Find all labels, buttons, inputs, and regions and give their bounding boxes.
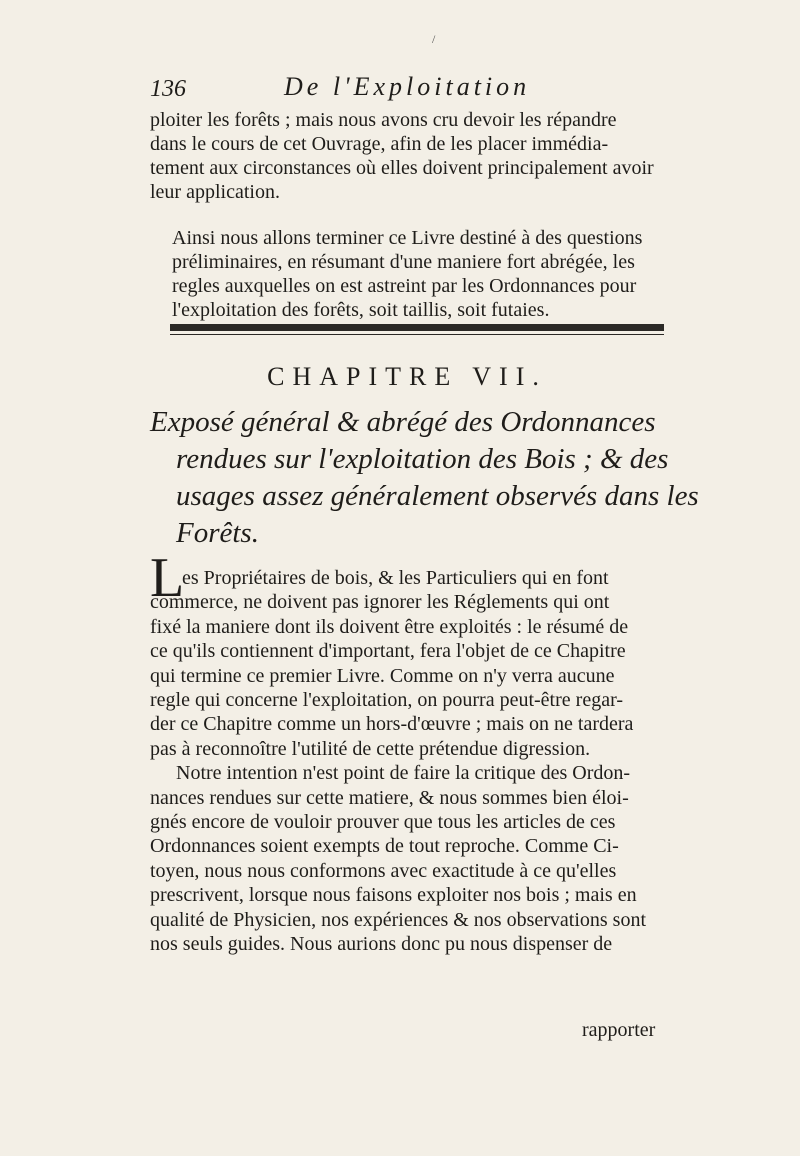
body-line: nos seuls guides. Nous aurions donc pu nous dispenser de [150,933,613,956]
drop-cap: L [150,547,185,609]
page-number: 136 [150,76,186,102]
intro-line: tement aux circonstances où elles doivent principalement avoir [150,157,654,179]
paragraph-line: l'exploitation des forêts, soit taillis, soit futaies. [172,299,550,321]
chapter-body [150,566,666,957]
paragraph-line: Ainsi nous allons terminer ce Livre destiné à des questions [172,227,643,249]
intro-line: leur application. [150,181,280,203]
paragraph-line: regles auxquelles on est astreint par les Ordonnances pour [172,275,637,297]
body-line: qualité de Physicien, nos expériences & nos observations sont [150,908,647,931]
chapter-title-line: usages assez généralement observés dans les [176,480,699,512]
body-line: pas à reconnoître l'utilité de cette prétendue digression. [150,737,591,760]
body-line: toyen, nous nous conformons avec exactitude à ce qu'elles [150,859,617,882]
intro-line: dans le cours de cet Ouvrage, afin de les placer immédia- [150,133,609,155]
body-line: fixé la maniere dont ils doivent être exploités : le résumé de [150,615,629,638]
body-line: gnés encore de vouloir prouver que tous les articles de ces [150,811,616,834]
body-line: qui termine ce premier Livre. Comme on n'y verra aucune [150,664,615,687]
chapter-title-line: Forêts. [176,517,259,549]
paragraph-line: préliminaires, en résumant d'une maniere fort abrégée, les [172,251,635,273]
intro-line: ploiter les forêts ; mais nous avons cru devoir les répandre [150,109,617,131]
margin-mark: / [432,32,436,46]
ornamental-rule [170,324,664,331]
chapter-title-line: rendues sur l'exploitation des Bois ; & des [176,443,669,475]
running-head [150,72,660,106]
intro-paragraph [150,108,664,204]
body-line: nances rendues sur cette matiere, & nous sommes bien éloi- [150,786,629,809]
body-line: es Propriétaires de bois, & les Particuliers qui en font [182,567,609,589]
body-line: regle qui concerne l'exploitation, on pourra peut-être regar- [150,689,623,712]
body-line: ce qu'ils contiennent d'important, fera l'objet de ce Chapitre [150,640,626,663]
catchword: rapporter [582,1019,656,1041]
body-line: Ordonnances soient exempts de tout reproche. Comme Ci- [150,835,619,858]
chapter-heading: CHAPITRE VII. [267,362,547,391]
running-title: De l'Exploitation [284,72,531,101]
body-line: der ce Chapitre comme un hors-d'œuvre ; mais on ne tardera [150,713,634,736]
chapter-title [150,404,699,552]
body-line: prescrivent, lorsque nous faisons exploiter nos bois ; mais en [150,884,637,907]
body-line: Notre intention n'est point de faire la critique des Ordon- [176,762,631,785]
second-paragraph [150,226,664,322]
body-line: commerce, ne doivent pas ignorer les Réglements qui ont [150,591,610,614]
chapter-title-line: Exposé général & abrégé des Ordonnances [150,406,656,438]
ornamental-rule-thin [170,334,664,335]
